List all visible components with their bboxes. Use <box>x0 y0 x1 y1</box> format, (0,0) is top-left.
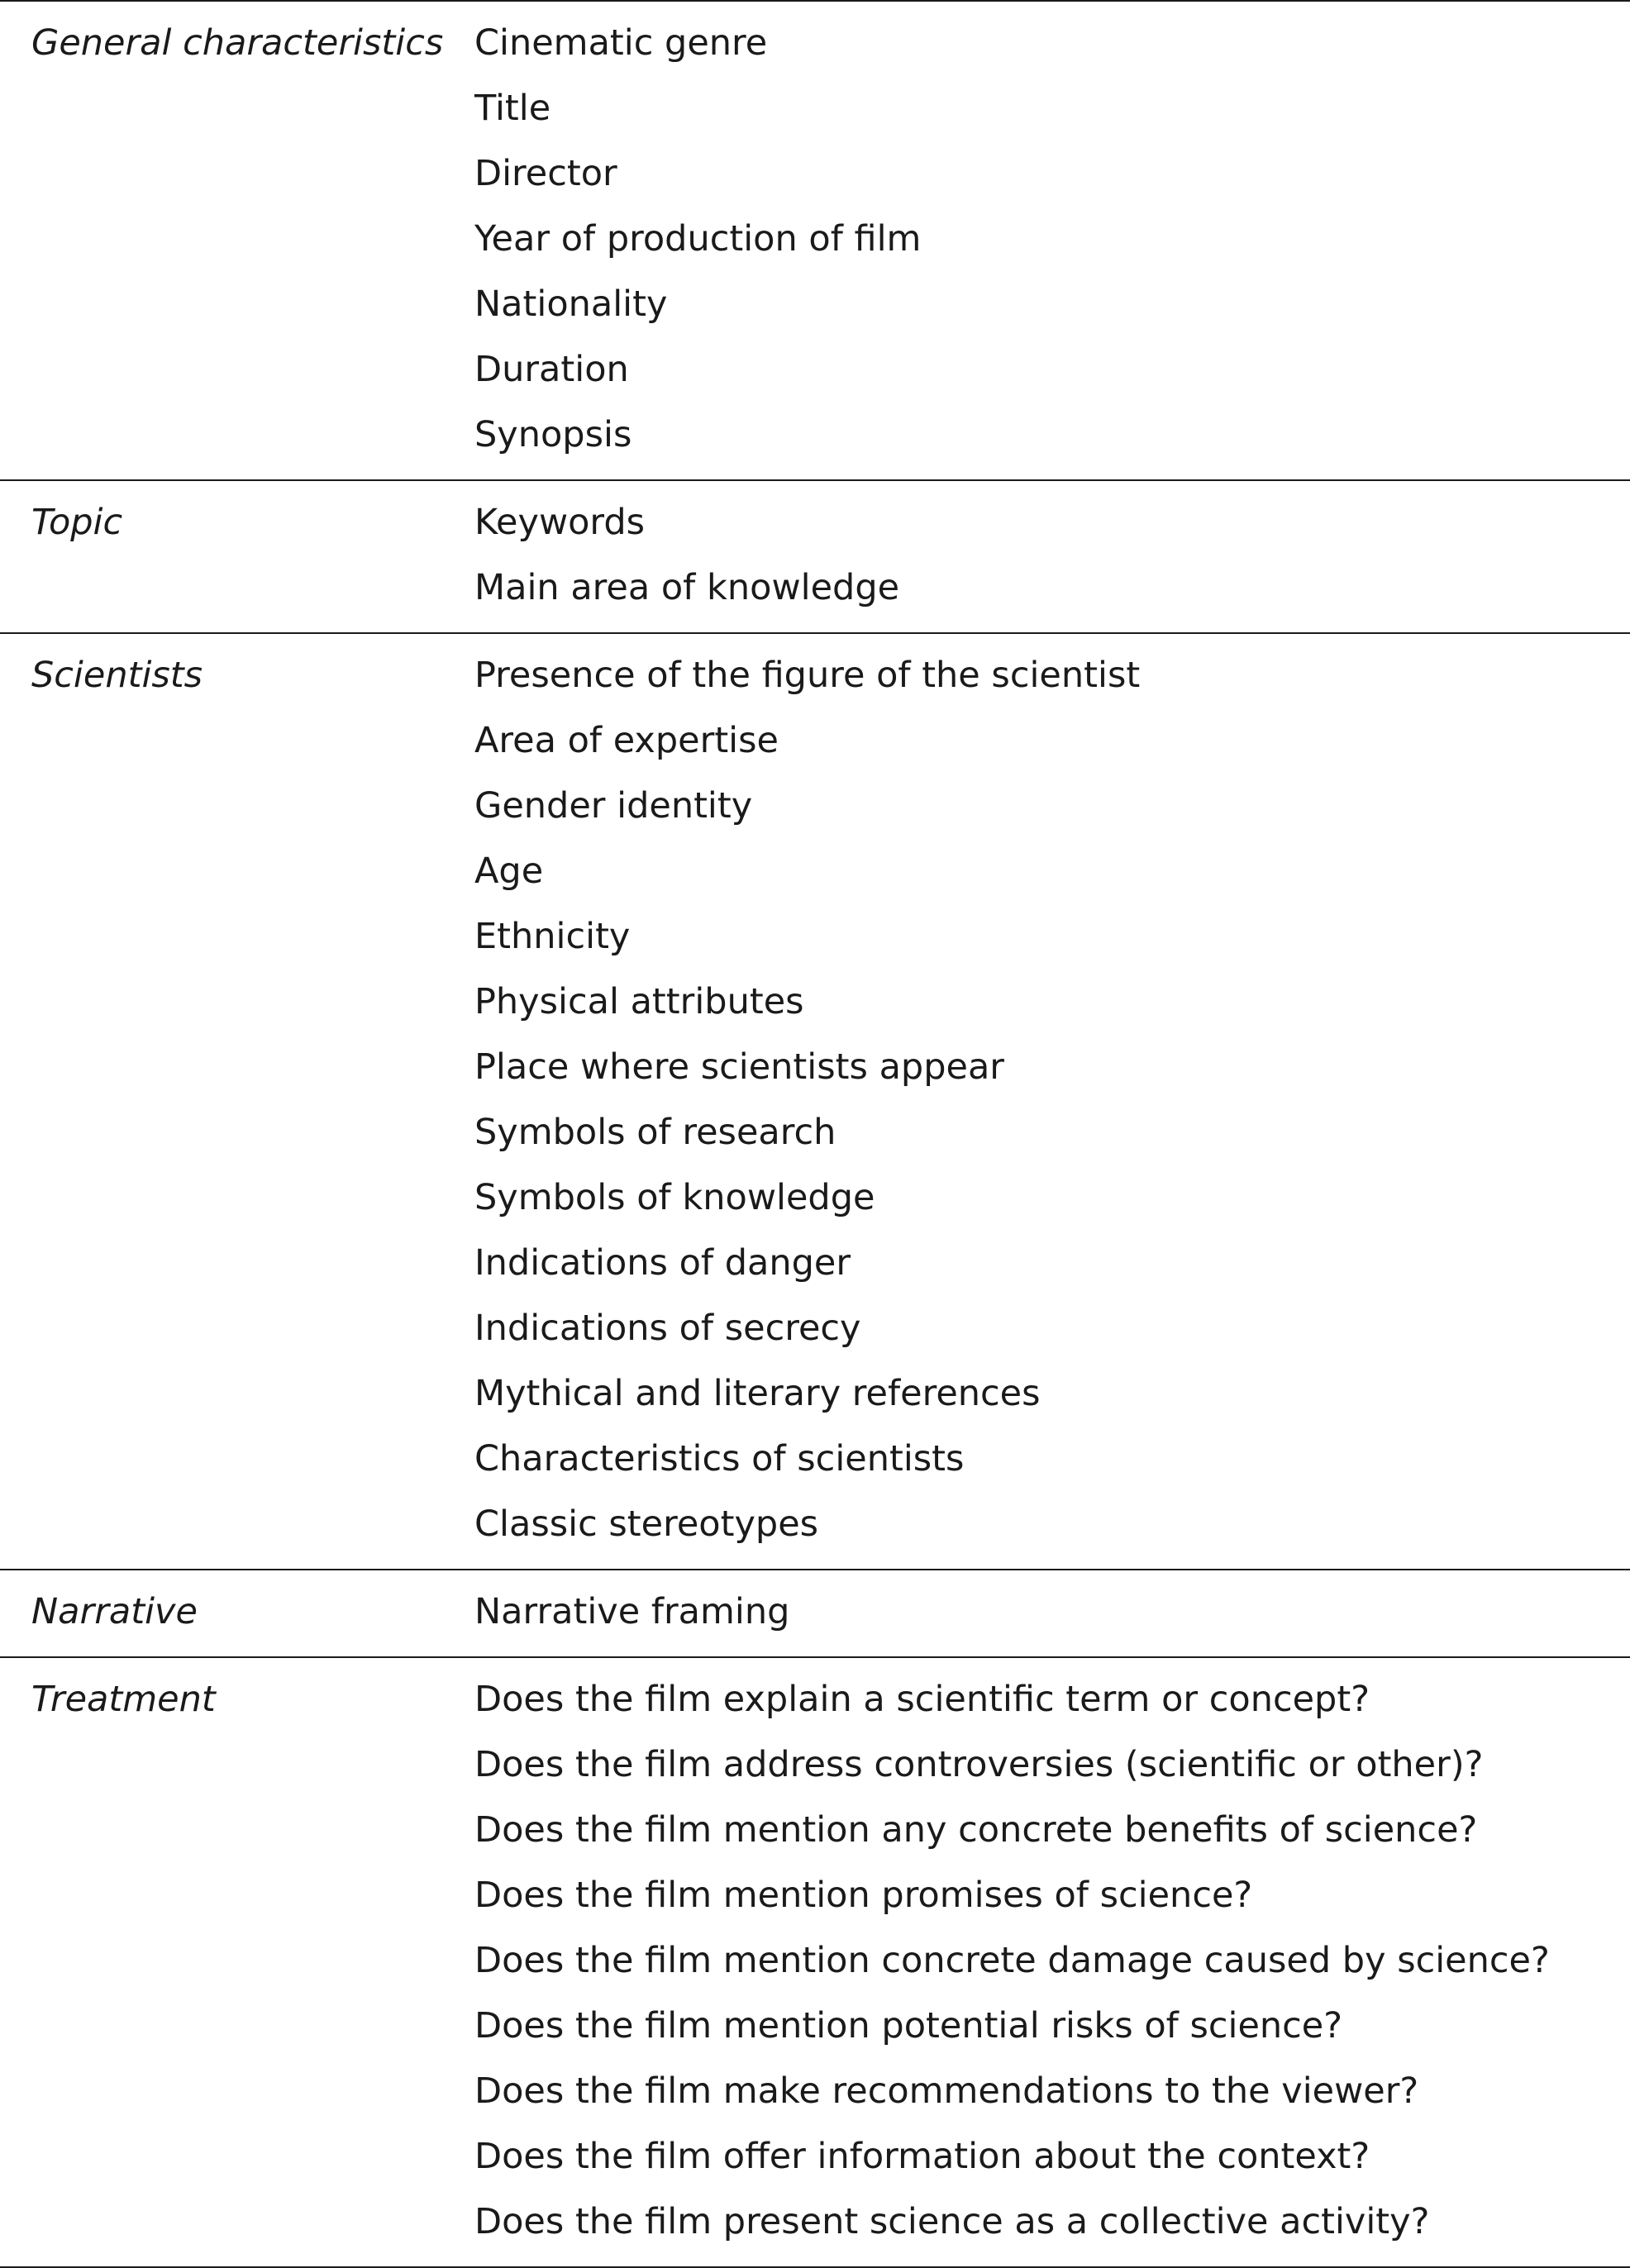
table-group <box>0 479 1630 632</box>
table-row: Mythical and literary references <box>474 1373 1041 1414</box>
table-row: Does the film mention potential risks of science? <box>474 2005 1343 2046</box>
table-row: Director <box>474 153 617 194</box>
item-list <box>474 11 1630 468</box>
table-row: Cinematic genre <box>474 22 768 64</box>
category-label: Narrative <box>31 1591 198 1632</box>
table-row: Does the film make recommendations to the viewer? <box>474 2070 1419 2112</box>
table-group <box>0 0 1630 479</box>
table-row: Characteristics of scientists <box>474 1438 965 1479</box>
table-row: Main area of knowledge <box>474 567 900 608</box>
table-row: Synopsis <box>474 414 632 455</box>
category-label: Topic <box>31 502 123 543</box>
category-label: Treatment <box>31 1679 216 1720</box>
table-row: Area of expertise <box>474 720 779 761</box>
table-row: Narrative framing <box>474 1591 790 1632</box>
table-row: Indications of secrecy <box>474 1308 861 1349</box>
table-row: Duration <box>474 349 629 390</box>
category-label: Scientists <box>31 655 203 696</box>
table-row: Title <box>474 88 551 129</box>
table-group <box>0 1656 1630 2268</box>
table-row: Does the film address controversies (scientific or other)? <box>474 1744 1484 1785</box>
table-row: Does the film mention promises of science? <box>474 1875 1253 1916</box>
table-row: Age <box>474 850 544 892</box>
table-row: Does the film present science as a collective activity? <box>474 2201 1430 2242</box>
table-row: Does the film offer information about the context? <box>474 2136 1370 2177</box>
item-list <box>474 643 1630 1557</box>
item-list <box>474 1667 1630 2255</box>
item-list <box>474 1580 1630 1645</box>
table-row: Presence of the figure of the scientist <box>474 655 1141 696</box>
table-row: Physical attributes <box>474 981 804 1022</box>
item-list <box>474 490 1630 621</box>
table-row: Does the film explain a scientific term or concept? <box>474 1679 1370 1720</box>
table-group <box>0 1569 1630 1656</box>
table-row: Indications of danger <box>474 1242 851 1284</box>
table-row: Ethnicity <box>474 916 631 957</box>
table-row: Does the film mention any concrete benefits of science? <box>474 1809 1478 1851</box>
table-row: Symbols of knowledge <box>474 1177 875 1218</box>
table-group <box>0 632 1630 1569</box>
table-row: Nationality <box>474 284 668 325</box>
table-row: Place where scientists appear <box>474 1046 1004 1088</box>
table-row: Gender identity <box>474 785 753 827</box>
table-row: Keywords <box>474 502 646 543</box>
table-row: Year of production of film <box>474 218 922 260</box>
table-row: Symbols of research <box>474 1112 836 1153</box>
category-label: General characteristics <box>31 22 444 64</box>
table-row: Does the film mention concrete damage caused by science? <box>474 1940 1550 1981</box>
table-row: Classic stereotypes <box>474 1503 819 1545</box>
